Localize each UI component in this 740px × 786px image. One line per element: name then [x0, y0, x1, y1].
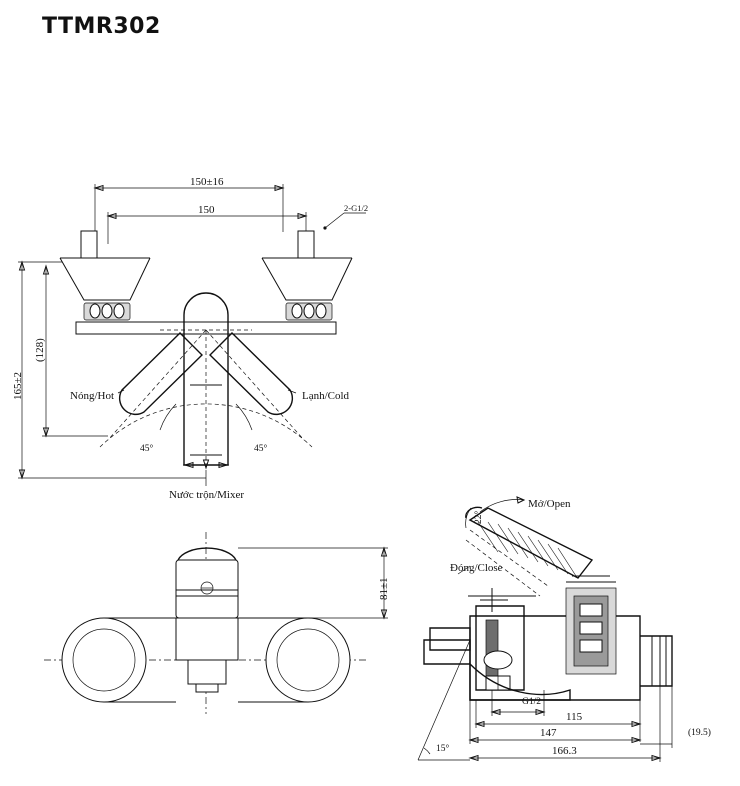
thread-label-2-g12: 2-G1/2 [344, 203, 369, 213]
angle-label-15: 15° [436, 744, 450, 754]
dim-label-150: 150 [198, 204, 215, 216]
dim-label-150-tolerance: 150±16 [190, 176, 224, 188]
dim-label-147: 147 [540, 727, 557, 739]
label-cold: Lạnh/Cold [302, 390, 350, 402]
label-mixer: Nước trộn/Mixer [169, 489, 245, 501]
page-title: TTMR302 [42, 14, 161, 39]
dim-label-19-5: (19.5) [688, 728, 711, 738]
label-open: Mở/Open [528, 498, 571, 510]
angle-label-45-right: 45° [254, 444, 268, 454]
thread-label-g12: G1/2 [522, 697, 541, 707]
label-close: Đóng/Close [450, 562, 503, 574]
label-hot: Nóng/Hot [70, 390, 114, 402]
dim-label-81: 81±1 [378, 577, 390, 600]
dim-label-166-3: 166.3 [552, 745, 577, 757]
angle-label-22: 22° [474, 510, 484, 524]
dim-label-128: (128) [34, 338, 46, 362]
dim-label-165: 165±2 [12, 371, 24, 400]
dim-label-115: 115 [566, 711, 583, 723]
angle-label-45-left: 45° [140, 444, 154, 454]
